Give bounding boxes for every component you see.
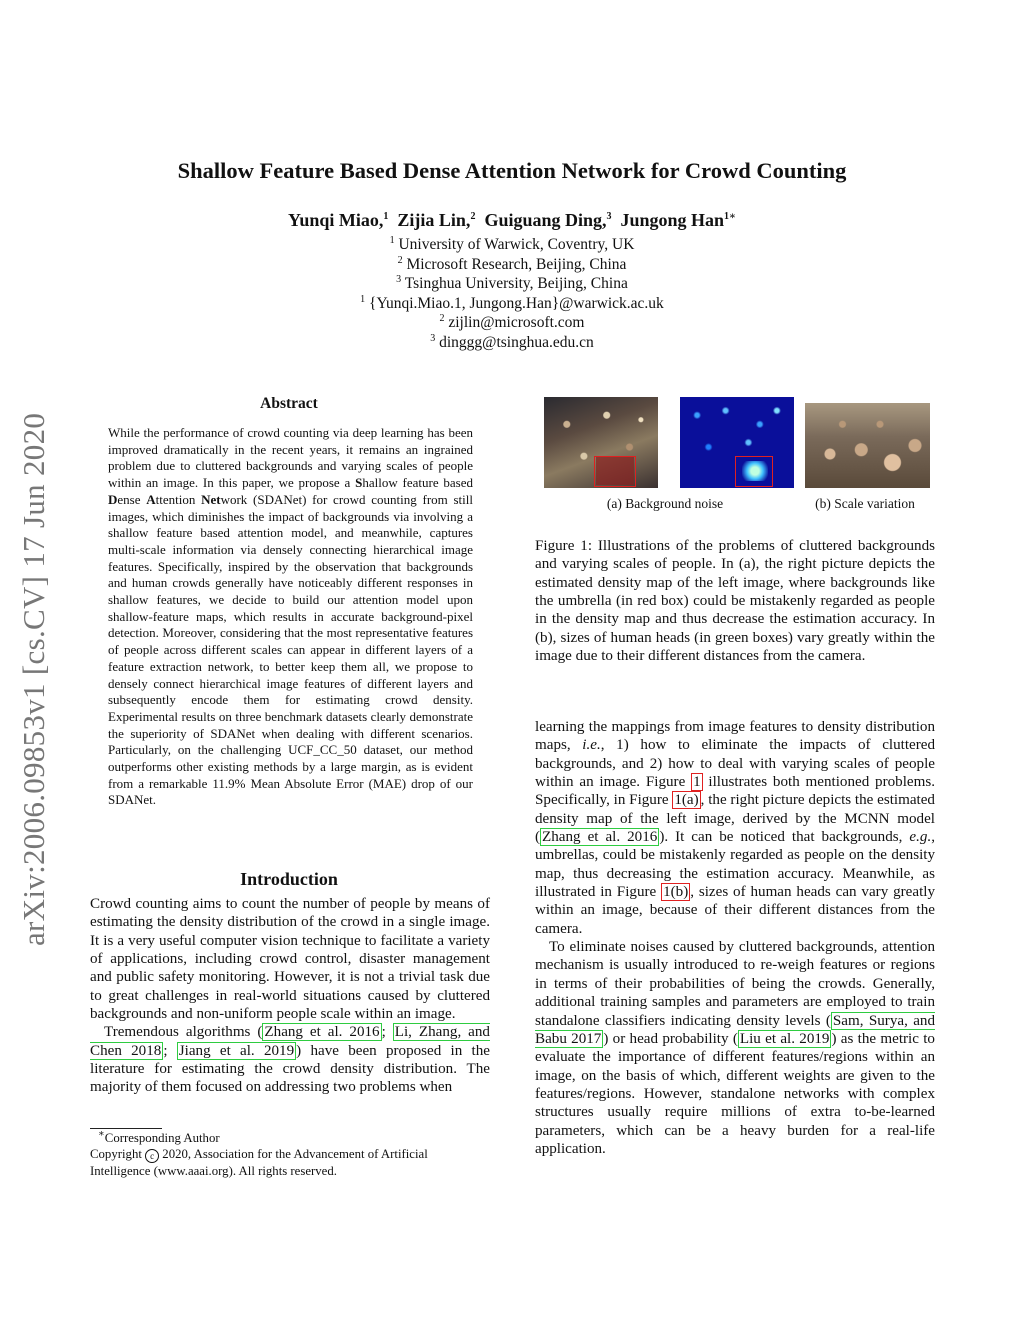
copyright-icon: c: [145, 1149, 159, 1163]
affiliation-email: dinggg@tsinghua.edu.cn: [439, 333, 594, 351]
abstract-heading: Abstract: [260, 395, 318, 412]
affiliation-line: [0, 274, 1024, 294]
abstract-text: While the performance of crowd counting via deep learning has been improved dramatically in the recent years, it remains an ingrained problem due to cluttered backgrounds and varying scales of people within an image. In this paper, we propose a Shallow feature based Dense Attention Network (SDANet) for crowd counting from still images, which diminishes the impact of backgrounds via involving a shallow feature based attention model, and meanwhile, captures multi-scale information via densely connecting hierarchical image features. Specifically, inspired by the observation that backgrounds and human crowds generally have noticeably different responses in shallow features, we decide to build our attention model upon shallow-feature maps, which results in accurate background-pixel detection. Moreover, considering that the most representative features of people across different scales can appear in different layers of a feature extraction network, to better keep them all, we propose to densely connect hierarchical image features of different layers and subsequently encode them for estimating crowd density. Experimental results on three benchmark datasets clearly demonstrate the superiority of SDANet when dealing with different scenarios. Particularly, on the challenging UCF_CC_50 dataset, our method outperforms other existing methods by a large margin, as is evident from a remarkable 11.9% Mean Absolute Error (MAE) drop of our SDANet.: [108, 425, 474, 808]
citation-link[interactable]: Zhang et al. 2016: [542, 829, 658, 846]
red-box-annotation: [594, 456, 636, 487]
arxiv-identifier: arXiv:2006.09853v1 [cs.CV] 17 Jun 2020: [16, 412, 51, 946]
affil-mark: 2: [439, 313, 445, 325]
figure-ref-link[interactable]: 1(b): [663, 884, 689, 901]
author-list: [0, 210, 1024, 231]
paper-title: Shallow Feature Based Dense Attention Network for Crowd Counting: [177, 158, 847, 183]
figure-ref-link[interactable]: 1: [693, 774, 701, 791]
affiliation-text: Tsinghua University, Beijing, China: [404, 275, 628, 293]
right-column-text: [535, 718, 935, 1158]
affiliation-text: University of Warwick, Coventry, UK: [398, 236, 635, 253]
body-paragraph: learning the mappings from image features to density distribution maps, i.e., 1) how to eliminate the impacts of cluttered backgrounds, and 2) how to deal with varying scales of people within an image. Figure 1 illustrates both mentioned problems. Specifically, in Figure 1(a) , the right picture depicts the estimated density map of the left image, derived by the MCNN model ( Zhang et al. 2016 ). It can be noticed that backgrounds, e.g., umbrellas, could be mistakenly regarded as people on the density map, thus decreasing the estimation accuracy. Meanwhile, as illustrated in Figure 1(b) , sizes of human heads can vary greatly within an image, because of their different distances from the camera.: [535, 719, 935, 937]
intro-paragraph: Tremendous algorithms ( Zhang et al. 2016 ; Li, Zhang, and Chen 2018 ; Jiang et al. 2019 ) have been proposed in the literature for estimating the crowd density distribution. The majority of them focused on addressing two problems when: [90, 1024, 490, 1096]
subcaption-scale-variation: (b) Scale variation: [815, 496, 915, 511]
affil-mark: 3: [430, 332, 436, 344]
author-name: Guiguang Ding,: [484, 210, 607, 230]
crowd-photo-scale-variation: [805, 403, 930, 488]
citation-link[interactable]: Sam, Surya, and Babu 2017: [535, 1012, 935, 1047]
author-affil-mark: 1∗: [724, 211, 736, 222]
affiliation-email: {Yunqi.Miao.1, Jungong.Han}@warwick.ac.uk: [369, 294, 664, 312]
author-name: Zijia Lin,: [397, 210, 471, 230]
affiliation-line: [0, 235, 1024, 255]
footnote-corresponding: ∗Corresponding Author: [98, 1128, 220, 1145]
citation-link[interactable]: Liu et al. 2019: [739, 1030, 830, 1047]
author-affil-mark: 1: [383, 211, 389, 222]
footnote-copyright: Copyright c 2020, Association for the Advancement of Artificial: [90, 1147, 428, 1161]
affil-mark: 1: [360, 293, 366, 305]
affiliation-list: [0, 235, 1024, 353]
figure-caption: Figure 1: Illustrations of the problems of cluttered backgrounds and varying scales of people. In (a), the right picture depicts the estimated density map of the left image, where backgrounds like the umbrella (in red box) could be mistakenly regarded as people in the density map and thus decrease the estimation accuracy. In (b), sizes of human heads (in green boxes) vary greatly within the image due to their different distances from the camera.: [535, 538, 935, 665]
citation-link[interactable]: Li, Zhang, and Chen 2018: [90, 1024, 490, 1059]
subcaption-background-noise: (a) Background noise: [606, 496, 724, 511]
affiliation-line: [0, 255, 1024, 275]
affil-mark: 1: [389, 234, 395, 246]
density-map-image: [680, 397, 794, 488]
introduction-heading: Introduction: [240, 869, 338, 889]
author-name: Yunqi Miao,: [288, 210, 384, 230]
affiliation-line: [0, 294, 1024, 314]
author-name: Jungong Han: [620, 210, 725, 230]
affiliation-email: zijlin@microsoft.com: [448, 314, 585, 332]
intro-paragraph: Crowd counting aims to count the number of people by means of estimating the density distribution of the crowd in a single image. It is a very useful computer vision technique to facilitate a variety of applications, including crowd control, disaster management and public safety monitoring. However, it is not a trivial task due to great challenges in real-world situations caused by cluttered backgrounds and non-uniform people scale within an image.: [90, 896, 490, 1023]
affil-mark: 3: [396, 274, 402, 286]
affiliation-text: Microsoft Research, Beijing, China: [406, 255, 627, 273]
author-affil-mark: 3: [606, 211, 612, 222]
red-box-annotation: [735, 456, 773, 487]
citation-link[interactable]: Jiang et al. 2019: [178, 1042, 295, 1059]
body-paragraph: To eliminate noises caused by cluttered backgrounds, attention mechanism is usually introduced to re-weigh features or regions in terms of their probabilities of being the crowds. Generally, additional training samples and parameters are employed to train standalone classifiers indicating density levels ( Sam, Surya, and Babu 2017 ) or head probability ( Liu et al. 2019 ) as the metric to evaluate the importance of different features/regions within an image, on the basis of which, different weights are given to the features/regions. However, standalone networks with complex structures usually require millions of extra to-be-learned parameters, which can be a heavy burden for a real-life application.: [535, 939, 935, 1157]
affiliation-line: [0, 313, 1024, 333]
footnote: [90, 1130, 490, 1179]
citation-link[interactable]: Zhang et al. 2016: [264, 1024, 380, 1041]
figure-ref-link[interactable]: 1(a): [674, 792, 699, 809]
crowd-photo-background-noise: [544, 397, 658, 488]
affil-mark: 2: [397, 254, 403, 266]
author-affil-mark: 2: [470, 211, 476, 222]
introduction-text: [90, 895, 490, 1097]
footnote-copyright-cont: Intelligence (www.aaai.org). All rights reserved.: [90, 1164, 337, 1178]
affiliation-line: [0, 333, 1024, 353]
